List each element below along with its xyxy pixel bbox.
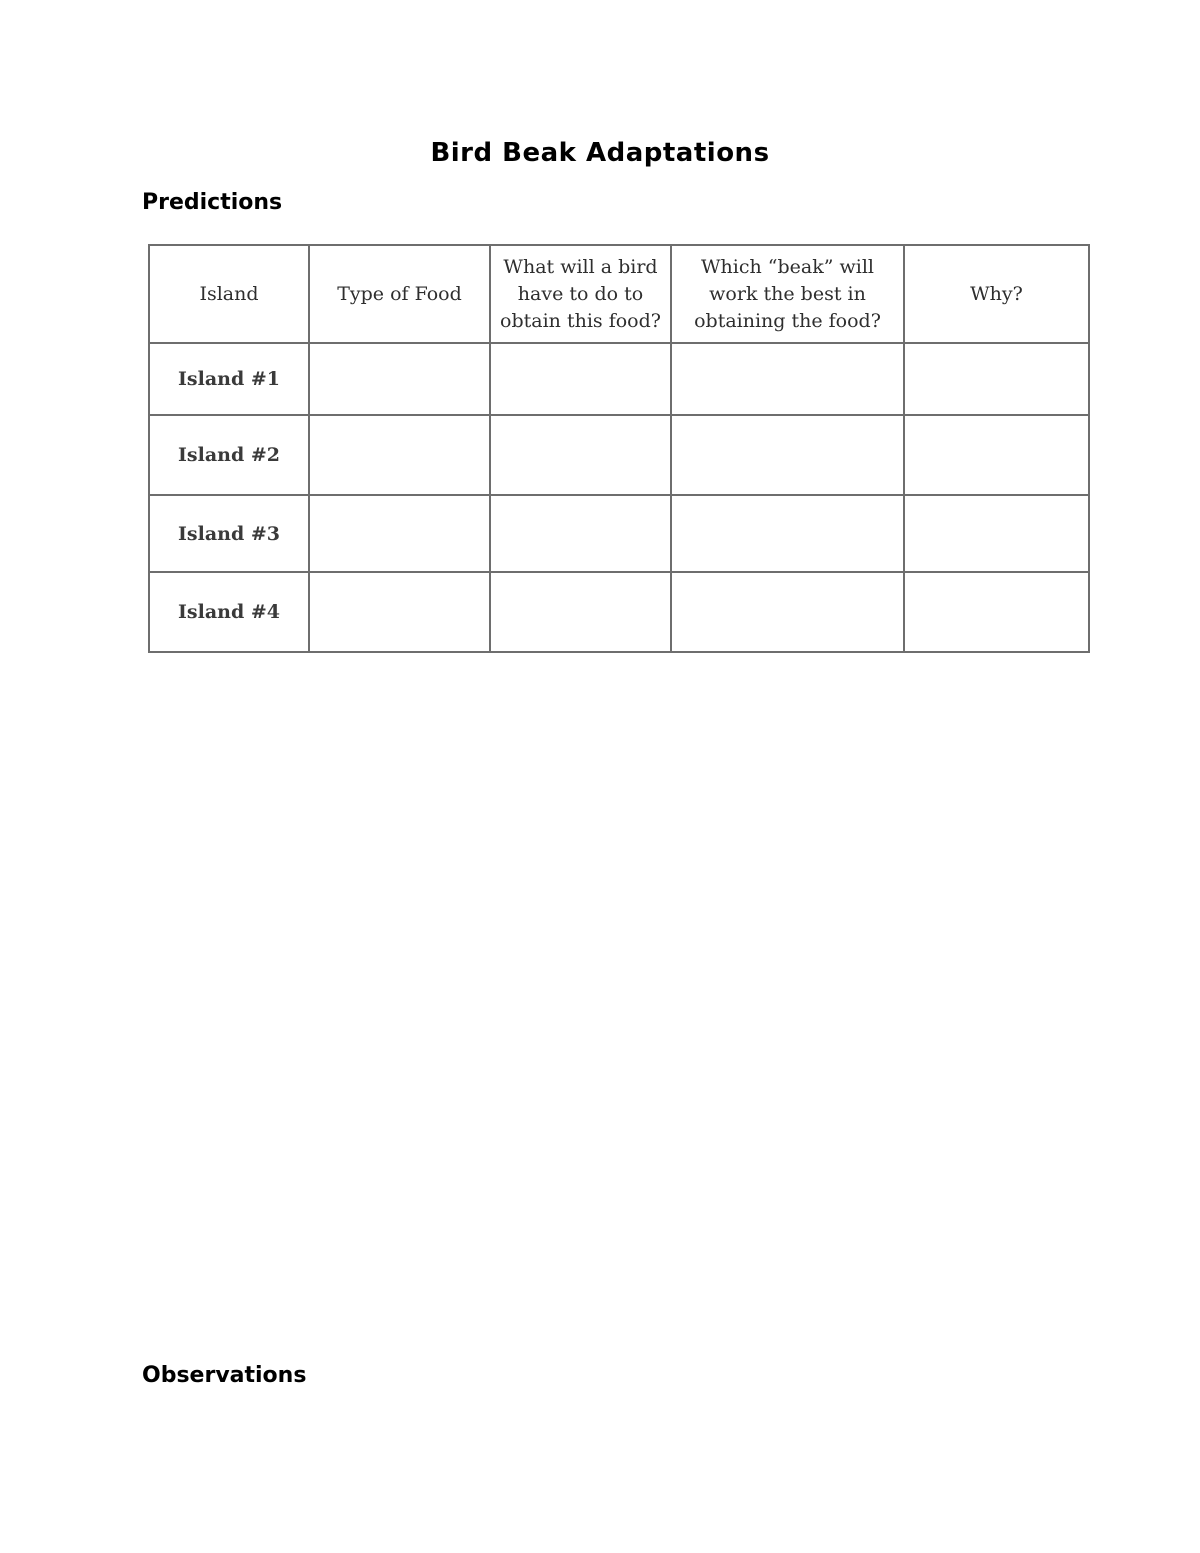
predictions-table <box>148 244 1090 653</box>
cell-type-of-food[interactable] <box>309 495 490 572</box>
column-header-bird-action: What will a bird have to do to obtain this food? <box>490 245 671 343</box>
column-header-best-beak: Which “beak” will work the best in obtaining the food? <box>671 245 904 343</box>
row-label-island-1: Island #1 <box>149 343 309 415</box>
document-title: Bird Beak Adaptations <box>430 138 770 168</box>
cell-bird-action[interactable] <box>490 495 671 572</box>
row-label-island-2: Island #2 <box>149 415 309 495</box>
cell-type-of-food[interactable] <box>309 415 490 495</box>
cell-why[interactable] <box>904 495 1089 572</box>
column-header-type-of-food: Type of Food <box>309 245 490 343</box>
table-row <box>149 415 1089 495</box>
cell-bird-action[interactable] <box>490 415 671 495</box>
cell-type-of-food[interactable] <box>309 343 490 415</box>
observations-heading: Observations <box>142 1363 307 1388</box>
table-header-row <box>149 245 1089 343</box>
predictions-heading: Predictions <box>142 190 283 215</box>
cell-why[interactable] <box>904 415 1089 495</box>
column-header-why: Why? <box>904 245 1089 343</box>
cell-type-of-food[interactable] <box>309 572 490 652</box>
table-row <box>149 572 1089 652</box>
cell-bird-action[interactable] <box>490 343 671 415</box>
cell-why[interactable] <box>904 572 1089 652</box>
cell-why[interactable] <box>904 343 1089 415</box>
table-row <box>149 495 1089 572</box>
row-label-island-4: Island #4 <box>149 572 309 652</box>
cell-bird-action[interactable] <box>490 572 671 652</box>
cell-best-beak[interactable] <box>671 495 904 572</box>
cell-best-beak[interactable] <box>671 572 904 652</box>
column-header-island: Island <box>149 245 309 343</box>
cell-best-beak[interactable] <box>671 343 904 415</box>
table-row <box>149 343 1089 415</box>
row-label-island-3: Island #3 <box>149 495 309 572</box>
cell-best-beak[interactable] <box>671 415 904 495</box>
